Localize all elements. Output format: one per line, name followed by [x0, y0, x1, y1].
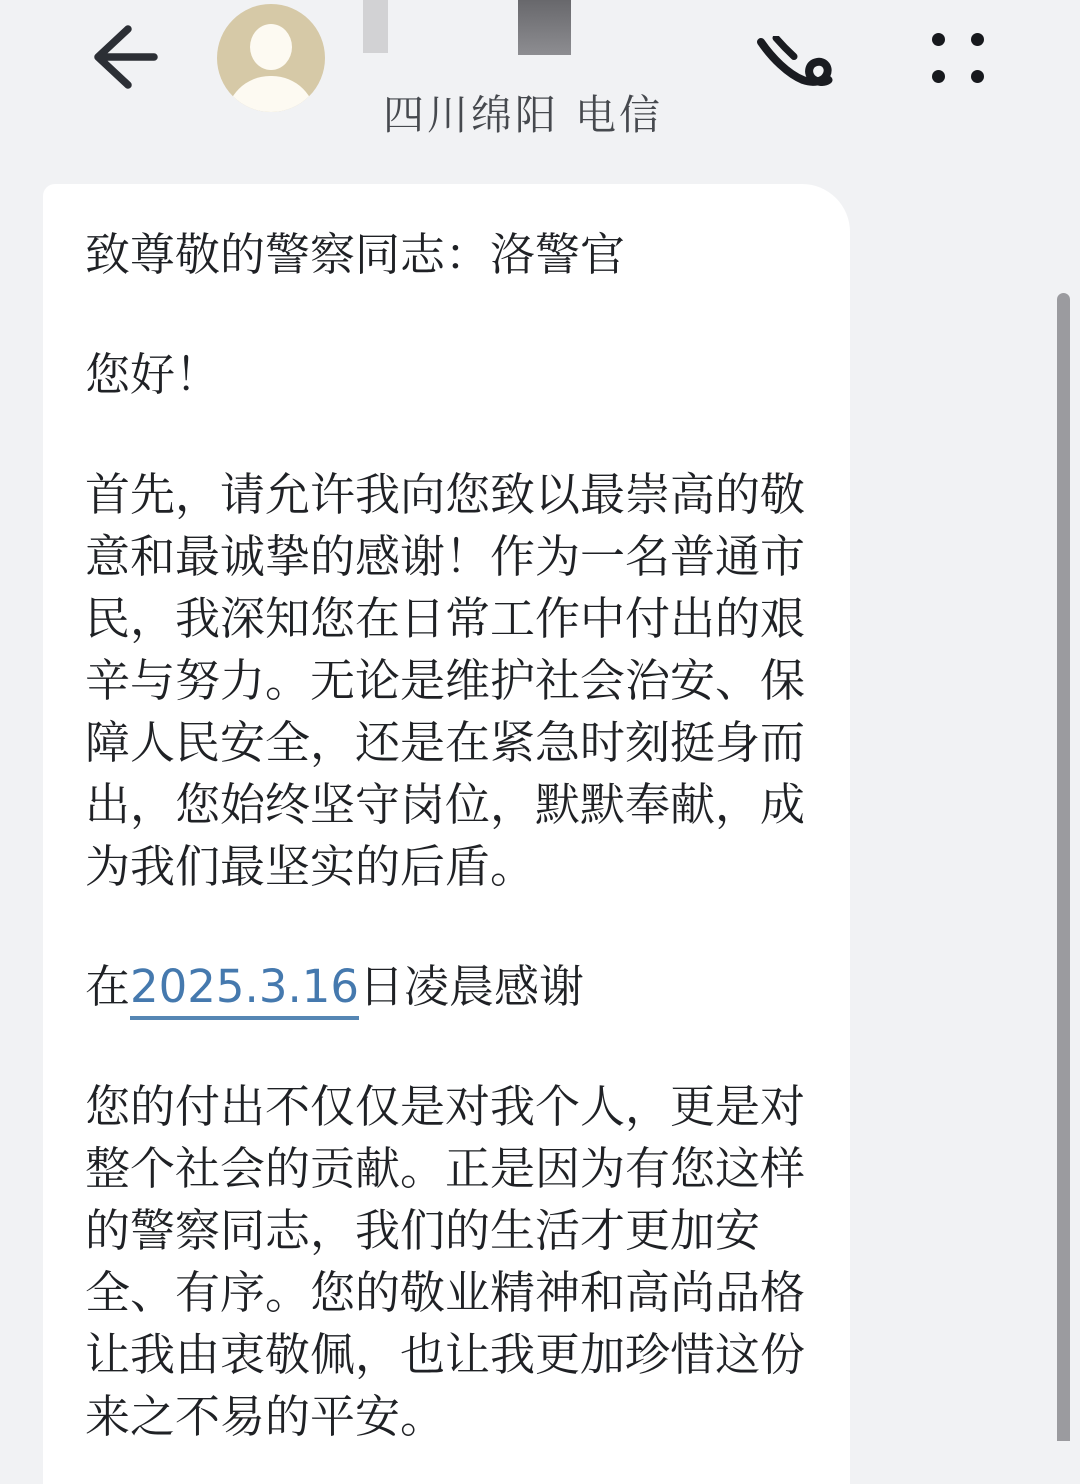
date-link[interactable]: 2025.3.16	[130, 960, 359, 1020]
cropped-image-thumbnail[interactable]	[363, 0, 388, 53]
menu-dot-icon	[971, 70, 984, 83]
back-button[interactable]	[84, 22, 160, 94]
contact-avatar[interactable]	[217, 4, 325, 112]
phone-handset-icon	[755, 36, 837, 98]
overflow-menu-button[interactable]	[924, 25, 992, 91]
message-paragraph: 首先，请允许我向您致以最崇高的敬意和最诚挚的感谢！作为一名普通市民，我深知您在日常工作中付出的艰辛与努力。无论是维护社会治安、保障人民安全，还是在紧急时刻挺身而出，您始终坚守岗位，默默奉献，成为我们最坚实的后盾。	[85, 468, 806, 893]
person-silhouette-icon	[226, 76, 316, 112]
menu-dot-icon	[971, 33, 984, 46]
message-salutation: 致尊敬的警察同志：洛警官	[85, 228, 626, 281]
menu-dot-icon	[932, 70, 945, 83]
message-date-line	[85, 956, 812, 1018]
menu-dot-icon	[932, 33, 945, 46]
cropped-image-thumbnail[interactable]	[518, 0, 571, 55]
date-suffix: 日凌晨感谢	[359, 960, 585, 1013]
message-paragraph: 您的付出不仅仅是对我个人，更是对整个社会的贡献。正是因为有您这样的警察同志，我们的生活才更加安全、有序。您的敬业精神和高尚品格让我由衷敬佩，也让我更加珍惜这份来之不易的平安。	[85, 1080, 806, 1443]
message-greeting: 您好！	[85, 348, 221, 401]
scrollbar-thumb[interactable]	[1057, 293, 1070, 1441]
date-prefix: 在	[85, 960, 131, 1013]
call-button[interactable]	[755, 36, 837, 98]
back-arrow-icon	[84, 22, 160, 94]
person-silhouette-icon	[250, 24, 292, 70]
conversation-title: 四川绵阳 电信	[383, 91, 664, 139]
received-message-bubble[interactable]	[43, 184, 850, 1484]
